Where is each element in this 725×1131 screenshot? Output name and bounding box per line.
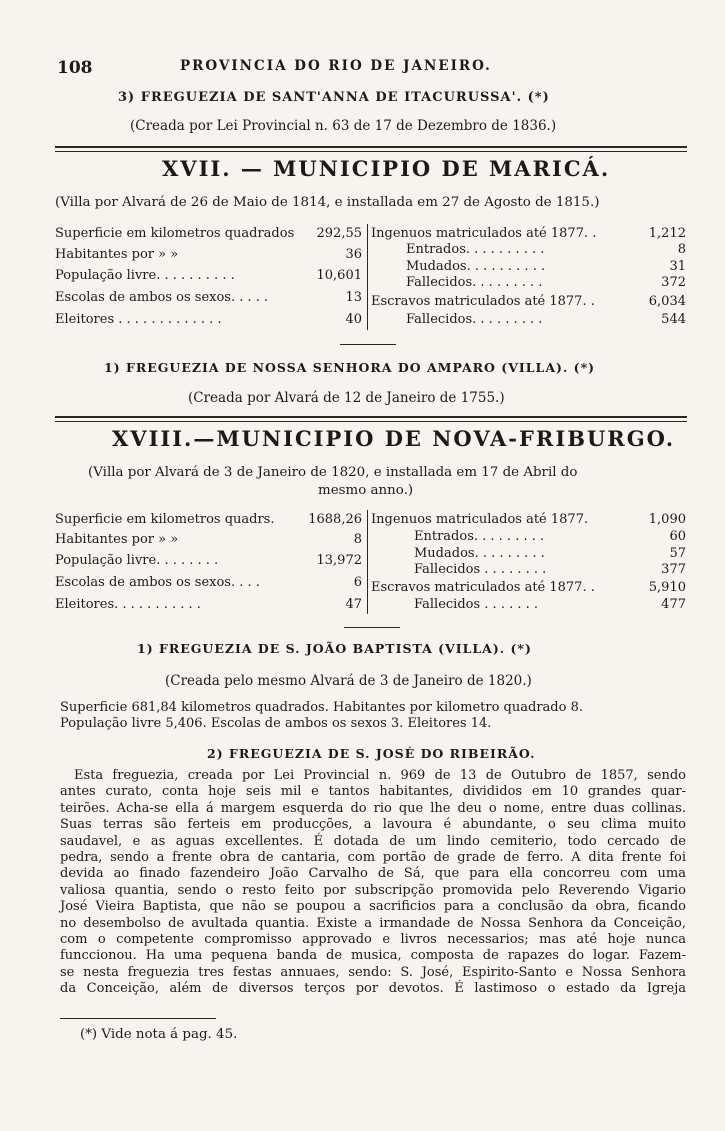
stat-label: Escolas de ambos os sexos. . . . [55,575,260,590]
stat-row [414,529,686,544]
paragraph-line: no desembolso de avultada quantia. Existe a irmandade de Nossa Senhora da Conceição, [60,915,686,931]
stat-label: Superficie em kilometros quadrs. [55,512,275,527]
column-divider [367,510,368,614]
paragraph-line: pedra, sendo a frente obra de cantaria, com portão de grade de ferro. A dita frente foi [60,850,686,866]
stat-label: Escravos matriculados até 1877. . [371,580,595,595]
stat-row [406,259,686,274]
stat-value: 10,601 [316,268,362,283]
stat-row [406,242,686,257]
stat-value: 47 [345,597,362,612]
stat-label: Mudados. . . . . . . . . [414,546,545,561]
stat-value: 40 [345,312,362,327]
stat-label: Habitantes por » » [55,532,179,547]
stat-row [414,597,686,612]
stat-value: 377 [661,562,686,577]
stat-label: Fallecidos. . . . . . . . . [406,275,543,290]
stat-label: Eleitores . . . . . . . . . . . . . [55,312,222,327]
stat-row [371,512,686,527]
paragraph-line: valiosa quantia, sendo o resto feito por subscripção promovida pelo Reverendo Vigario [60,882,686,898]
footnote-divider [60,1018,216,1019]
stat-row [55,532,362,547]
stat-row [55,290,362,305]
freguezia-jose-ribeirao-text [60,768,686,998]
municipio-friburgo-subtitle-cont: mesmo anno.) [318,483,414,498]
stat-row [371,580,686,595]
paragraph-line: teirões. Acha-se ella á margem esquerda do rio que lhe deu o nome, entre duas collinas. [60,800,686,816]
stat-label: Fallecidos. . . . . . . . . [406,312,543,327]
stat-value: 60 [669,529,686,544]
stat-row [371,226,686,241]
stat-value: 1688,26 [308,512,362,527]
freguezia-jose-ribeirao-title: 2) FREGUEZIA DE S. JOSÉ DO RIBEIRÃO. [207,746,536,761]
stat-value: 292,55 [316,226,362,241]
stat-value: 1,212 [648,226,686,241]
stat-row [55,575,362,590]
freguezia-amparo-note: (Creada por Alvará de 12 de Janeiro de 1755.) [188,390,505,406]
freguezia-joao-baptista-note: (Creada pelo mesmo Alvará de 3 de Janeiro de 1820.) [165,673,532,689]
stat-label: Ingenuos matriculados até 1877. . [371,226,597,241]
stat-label: Superficie em kilometros quadrados [55,226,295,241]
stat-label: Habitantes por » » [55,247,179,262]
stat-row [55,512,362,527]
freguezia-itacurussa-note: (Creada por Lei Provincial n. 63 de 17 de Dezembro de 1836.) [130,118,557,134]
stat-row [406,312,686,327]
stat-label: Escravos matriculados até 1877. . [371,294,595,309]
stat-value: 36 [345,247,362,262]
stat-label: Entrados. . . . . . . . . . [406,242,545,257]
municipio-marica-title: XVII. — MUNICIPIO DE MARICÁ. [162,156,611,181]
stat-value: 6,034 [648,294,686,309]
paragraph-line: saudavel, e as aguas excellentes. É dotada de um lindo cemiterio, todo cercado de [60,833,686,849]
stat-value: 13,972 [316,553,362,568]
stat-value: 544 [661,312,686,327]
stat-value: 1,090 [648,512,686,527]
stat-label: Ingenuos matriculados até 1877. [371,512,589,527]
paragraph-line: se nesta freguezia tres festas annuaes, sendo: S. José, Espirito-Santo e Nossa Senhora [60,964,686,980]
divider [55,421,687,422]
running-title: PROVINCIA DO RIO DE JANEIRO. [180,58,492,74]
stat-row [55,597,362,612]
freguezia-amparo-title: 1) FREGUEZIA DE NOSSA SENHORA DO AMPARO (VILLA). (*) [104,360,596,375]
divider [55,151,687,152]
page-number: 108 [57,58,93,78]
stat-row [55,553,362,568]
stat-value: 8 [677,242,686,257]
freguezia-itacurussa-title: 3) FREGUEZIA DE SANT'ANNA DE ITACURUSSA'. (*) [118,90,550,105]
stat-row [371,294,686,309]
stat-row [55,268,362,283]
paragraph-line: Suas terras são ferteis em producções, a lavoura é abundante, o seu clima muito [60,817,686,833]
paragraph-line: funccionou. Ha uma pequena banda de musica, composta de rapazes do logar. Fazem- [60,948,686,964]
stat-value: 372 [661,275,686,290]
stat-label: Fallecidos . . . . . . . [414,597,539,612]
joao-baptista-stats-line1: Superficie 681,84 kilometros quadrados. Habitantes por kilometro quadrado 8. [60,700,583,715]
stat-row [55,312,362,327]
divider [340,344,396,345]
paragraph-line: da Conceição, além de diversos terços por devotos. É lastimoso o estado da Igreja [60,981,686,997]
stat-row [414,562,686,577]
stat-label: População livre. . . . . . . . . . [55,268,235,283]
stat-value: 13 [345,290,362,305]
divider [344,627,400,628]
stat-value: 6 [353,575,362,590]
stat-label: Escolas de ambos os sexos. . . . . [55,290,269,305]
paragraph-line: com o competente compromisso approvado e livros necessarios; mas até hoje nunca [60,932,686,948]
municipio-friburgo-title: XVIII.—MUNICIPIO DE NOVA-FRIBURGO. [112,426,676,451]
stat-row [55,226,362,241]
stat-label: Eleitores. . . . . . . . . . . [55,597,201,612]
divider [55,146,687,148]
stat-label: Fallecidos . . . . . . . . [414,562,547,577]
footnote: (*) Vide nota á pag. 45. [80,1027,238,1042]
stat-row [406,275,686,290]
joao-baptista-stats-line2: População livre 5,406. Escolas de ambos os sexos 3. Eleitores 14. [60,716,492,731]
stat-value: 57 [669,546,686,561]
stat-row [55,247,362,262]
stat-value: 8 [353,532,362,547]
paragraph-line: José Vieira Baptista, que não se poupou a sacrificios para a conclusão da obra, ficando [60,899,686,915]
stat-value: 31 [669,259,686,274]
divider [55,416,687,418]
stat-label: População livre. . . . . . . . [55,553,219,568]
freguezia-joao-baptista-title: 1) FREGUEZIA DE S. JOÃO BAPTISTA (VILLA). (*) [137,641,532,656]
paragraph-line: Esta freguezia, creada por Lei Provincial n. 969 de 13 de Outubro de 1857, sendo [74,768,686,783]
paragraph-line: devida ao finado fazendeiro João Carvalho de Sá, que para ella concorreu com uma [60,866,686,882]
column-divider [367,224,368,330]
stat-value: 5,910 [648,580,686,595]
municipio-marica-subtitle: (Villa por Alvará de 26 de Maio de 1814, e installada em 27 de Agosto de 1815.) [55,195,600,210]
stat-label: Entrados. . . . . . . . . [414,529,545,544]
stat-label: Mudados. . . . . . . . . . [406,259,546,274]
paragraph-line: antes curato, conta hoje seis mil e tantos habitantes, divididos em 10 grandes quar- [60,784,686,800]
stat-value: 477 [661,597,686,612]
stat-row [414,546,686,561]
municipio-friburgo-subtitle: (Villa por Alvará de 3 de Janeiro de 1820, e installada em 17 de Abril do [88,465,578,480]
